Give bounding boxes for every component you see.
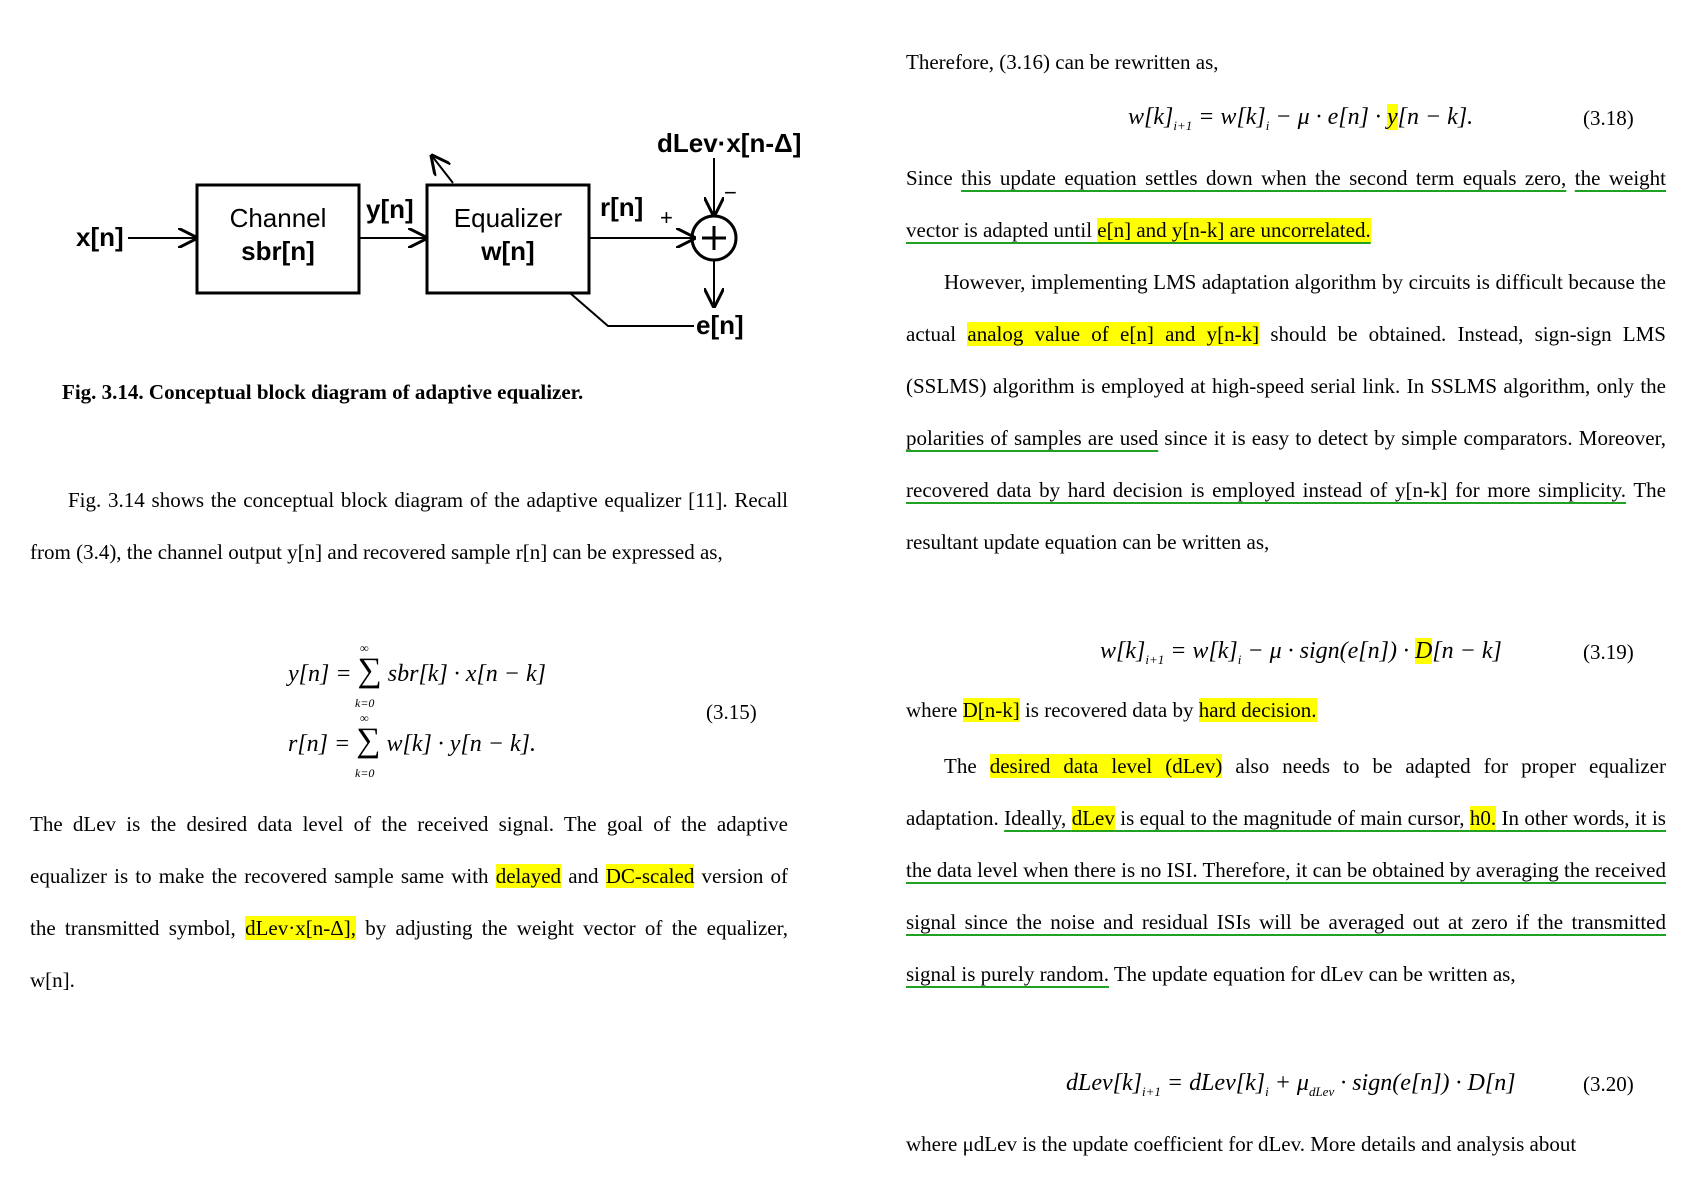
equation-3-19-number: (3.19) <box>1583 640 1634 664</box>
error-label: e[n] <box>696 310 744 340</box>
channel-label-1: Channel <box>229 203 327 233</box>
channel-label-2: sbr[n] <box>241 236 315 266</box>
feedback-line <box>570 293 694 326</box>
equation-3-20: $dLev[k]_{i+1}$ = $dLev[k]_i + \mu_{dLev}$ · sign(e[n]) · D[n] <box>1066 1070 1516 1099</box>
adapt-arrow <box>432 156 453 183</box>
equation-3-15-number: (3.15) <box>706 700 757 724</box>
r-label: r[n] <box>600 192 644 222</box>
left-paragraph-2: The dLev is the desired data level of the received signal. The goal of the adaptive equalizer is to make the recovered sample same with delayed and DC-scaled version of the transmitted symbol, dLev·x[n-Δ], by adjusting the weight vector of the equalizer, w[n]. <box>30 812 788 992</box>
right-paragraph-3: where D[n-k] is recovered data by hard decision. <box>906 698 1317 722</box>
equation-3-15-line-1: y[n] = ∑ sbr[k] · x[n − k] <box>288 652 546 689</box>
equalizer-label-1: Equalizer <box>453 203 563 233</box>
highlight-analog-value: analog value of e[n] and y[n-k] <box>967 322 1260 346</box>
highlight-h0: h0. <box>1469 806 1497 830</box>
minus-sign: − <box>724 180 737 205</box>
right-paragraph-5: where μdLev is the update coefficient for dLev. More details and analysis about <box>906 1132 1577 1156</box>
reference-label: dLev·x[n-Δ] <box>657 128 802 158</box>
equation-3-18: $w[k]_{i+1} = w[k]_i - \mu \cdot e[n] \cdot y[n - k]$. <box>1128 104 1474 133</box>
right-paragraph-0: Therefore, (3.16) can be rewritten as, <box>906 50 1219 74</box>
right-paragraph-4: The desired data level (dLev) also needs to be adapted for proper equalizer adaptation. Ideally, dLev is equal to the magnitude of main cursor, h0. In other words, it is the data level when there is no ISI. Therefore, it can be obtained by averaging the received signal since the noise and residual ISIs will be averaged out at zero if the transmitted signal is purely random. The update equation for dLev can be written as, <box>906 754 1666 986</box>
equation-3-15-line-2: r[n] = ∑ w[k] · y[n − k]. <box>288 722 536 759</box>
highlight-uncorrelated: e[n] and y[n-k] are uncorrelated. <box>1097 218 1371 242</box>
highlight-delayed: delayed <box>495 864 562 888</box>
right-paragraph-2: However, implementing LMS adaptation algorithm by circuits is difficult because the actual analog value of e[n] and y[n-k] should be obtained. Instead, sign-sign LMS (SSLMS) algorithm is employed at high-speed serial link. In SSLMS algorithm, only the polarities of samples are used since it is easy to detect by simple comparators. Moreover, recovered data by hard decision is employed instead of y[n-k] for more simplicity. The resultant update equation can be written as, <box>906 270 1666 554</box>
highlight-dc-scaled: DC-scaled <box>605 864 695 888</box>
equation-3-18-number: (3.18) <box>1583 106 1634 130</box>
plus-sign: + <box>660 205 673 230</box>
y-label: y[n] <box>366 194 414 224</box>
figure-caption: Fig. 3.14. Conceptual block diagram of adaptive equalizer. <box>62 380 584 404</box>
input-label: x[n] <box>76 222 124 252</box>
left-paragraph-1: Fig. 3.14 shows the conceptual block diagram of the adaptive equalizer [11]. Recall from (3.4), the channel output y[n] and recovered sample r[n] can be expressed as, <box>30 488 788 564</box>
equation-3-19: $w[k]_{i+1} = w[k]_i - \mu$ · sign(e[n]) · D[n − k] <box>1100 638 1502 667</box>
highlight-desired-data-level: desired data level (dLev) <box>989 754 1223 778</box>
equalizer-label-2: w[n] <box>481 236 535 266</box>
highlight-dlev-x: dLev·x[n-Δ], <box>245 916 356 940</box>
highlight-hard-decision: hard decision. <box>1198 698 1317 722</box>
equation-3-20-number: (3.20) <box>1583 1072 1634 1096</box>
right-paragraph-1: Since this update equation settles down when the second term equals zero, the weight vector is adapted until e[n] and y[n-k] are uncorrelated. <box>906 166 1667 242</box>
highlight-dlev: dLev <box>1071 806 1115 830</box>
highlight-d-n-k: D[n-k] <box>962 698 1020 722</box>
